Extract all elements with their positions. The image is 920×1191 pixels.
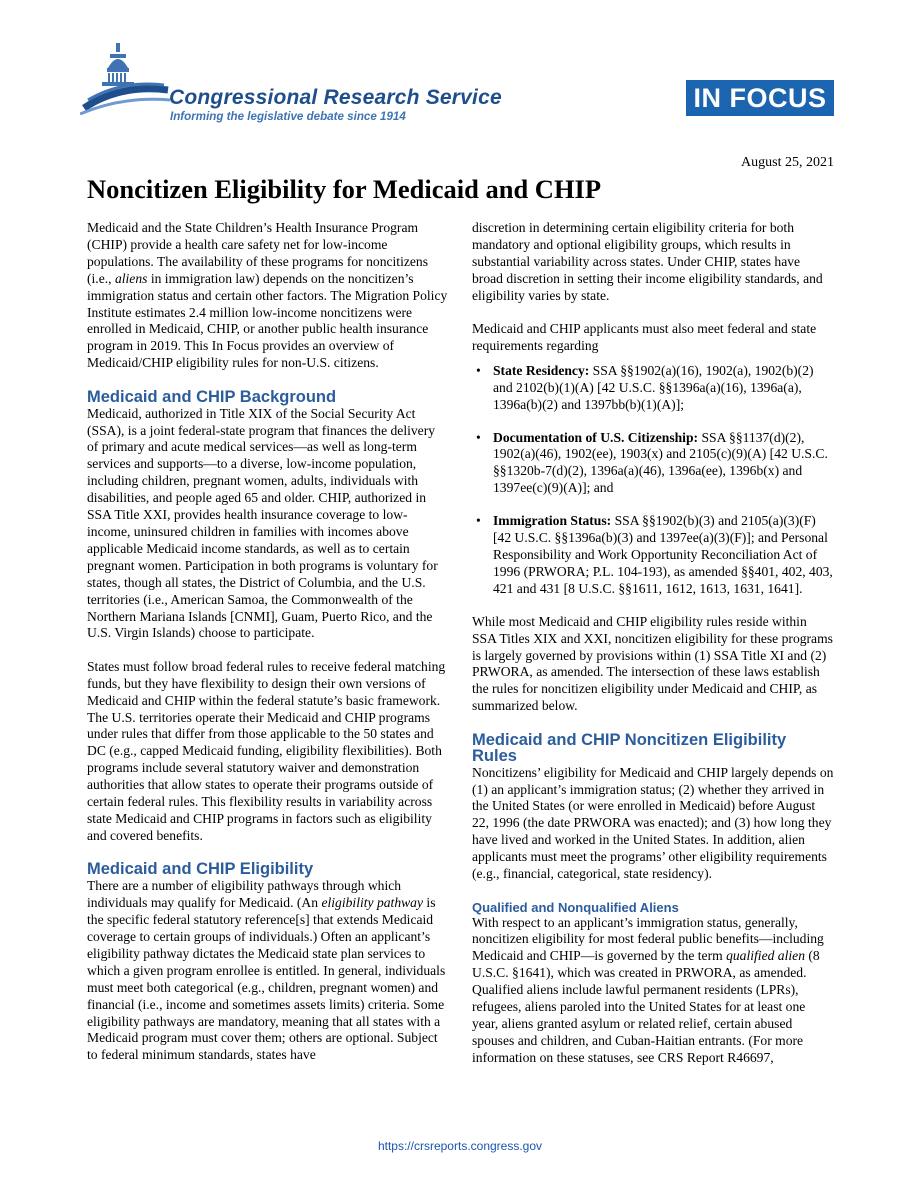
eligibility-text-2: is the specific federal statutory reference[s] that extends Medicaid coverage to certain groups of individuals.) Often an applicant’s eligibility pathway dictates the Medicaid state plan services to which a given program enrollee is entitled. In general, individuals must meet both categorical (e.g., children, pregnant women) and financial (i.e., income and sometimes assets limits) criteria. Some eligibility pathways are mandatory, meaning that all states with a Medicaid program must cover them; others are optional. Subject to federal minimum standards, states have	[87, 895, 446, 1063]
footer-link[interactable]: https://crsreports.congress.gov	[377, 1139, 543, 1153]
requirement-label: Documentation of U.S. Citizenship:	[493, 429, 699, 445]
requirement-text: SSA §§1137(d)(2), 1902(a)(46), 1902(ee), 1903(x) and 2105(c)(9)(A) [42 U.S.C. §§1320b-7(d)(2), 1396a(a)(46), 1396a(ee), 1396b(x) and 1397ee(c)(9)(A)]; and	[493, 429, 828, 496]
background-paragraph-2: States must follow broad federal rules to receive federal matching funds, but they have flexibility to design their own versions of Medicaid and CHIP within the federal statute’s basic framework. The U.S. territories operate their Medicaid and CHIP programs under rules that differ from those applicable to the 50 states and DC (e.g., capped Medicaid funding, eligibility flexibilities). Both programs include several statutory waiver and demonstration authorities that allow states to operate their programs outside of certain federal rules. This flexibility results in variability across state Medicaid and CHIP programs in factors such as eligibility and covered benefits.	[87, 658, 446, 843]
qualified-heading: Qualified and Nonqualified Aliens	[472, 899, 679, 915]
capitol-dome-icon	[80, 40, 170, 115]
requirements-intro: Medicaid and CHIP applicants must also meet federal and state requirements regarding	[472, 321, 817, 353]
right-column	[472, 220, 834, 1083]
intro-paragraph	[87, 220, 449, 372]
qualified-paragraph	[472, 915, 834, 1067]
requirement-label: State Residency:	[493, 362, 590, 378]
organization-name: Congressional Research Service	[169, 86, 502, 109]
eligibility-emphasis: eligibility pathway	[321, 895, 424, 911]
publication-date: August 25, 2021	[741, 155, 834, 170]
intro-text-1: Medicaid and the State Children’s Health Insurance Program (CHIP) provide a health care safety net for low-income populations. The availability of these programs for noncitizens (i.e.,	[87, 220, 429, 286]
organization-tagline: Informing the legislative debate since 1914	[170, 110, 406, 123]
eligibility-heading: Medicaid and CHIP Eligibility	[87, 860, 314, 879]
rules-paragraph: Noncitizens’ eligibility for Medicaid and CHIP largely depends on (1) an applicant’s immigration status; (2) whether they arrived in the United States (or were enrolled in Medicaid) before August 22, 1996 (the date PRWORA was enacted); and (3) how long they have lived and worked in the United States. In addition, alien applicants must meet the programs’ other eligibility requirements (e.g., financial, categorical, state residency).	[472, 764, 834, 882]
requirement-item	[472, 363, 834, 414]
requirement-label: Immigration Status:	[493, 513, 612, 529]
in-focus-badge: IN FOCUS	[686, 80, 834, 116]
intro-emphasis: aliens	[114, 270, 148, 286]
qualified-text-2: (8 U.S.C. §1641), which was created in PRWORA, as amended. Qualified aliens include lawful permanent residents (LPRs), refugees, aliens paroled into the United States for at least one year, aliens granted asylum or related relief, certain abused spouses and children, and Cuban-Haitian entrants. (For more information on these statuses, see CRS Report R46697,	[472, 948, 820, 1065]
eligibility-paragraph	[87, 878, 449, 1064]
requirement-text: SSA §§1902(b)(3) and 2105(a)(3)(F) [42 U.S.C. §§1396a(b)(3) and 1397ee(a)(3)(F)]; and Personal Responsibility and Work Opportunity Reconciliation Act of 1996 (PRWORA; P.L. 104-193), as amended §§401, 402, 403, 421 and 431 [8 U.S.C. §§1611, 1612, 1613, 1631, 1641].	[493, 513, 833, 596]
intro-text-2: in immigration law) depends on the noncitizen’s immigration status and certain other factors. The Migration Policy Institute estimates 2.4 million low-income noncitizens were enrolled in Medicaid, CHIP, or another public health insurance program in 2019. This In Focus provides an overview of Medicaid/CHIP eligibility rules for non-U.S. citizens.	[87, 270, 448, 371]
qualified-text-1: With respect to an applicant’s immigration status, generally, noncitizen eligibility for most federal public benefits—including Medicaid and CHIP—is governed by the term	[472, 914, 824, 964]
titles-paragraph: While most Medicaid and CHIP eligibility rules reside within SSA Titles XIX and XXI, noncitizen eligibility for these programs is largely governed by provisions within (1) SSA Title XI and (2) PRWORA, as amended. The intersection of these laws establish the rules for noncitizen eligibility under Medicaid and CHIP, as summarized below.	[472, 613, 833, 714]
background-paragraph-1: Medicaid, authorized in Title XIX of the Social Security Act (SSA), is a joint federal-state program that finances the delivery of primary and acute medical services—as well as long-term services and supports—to a diverse, low-income population, including children, pregnant women, adults, individuals with disabilities, and people aged 65 and older. CHIP, authorized in SSA Title XXI, provides health insurance coverage to low-income, uninsured children in families with incomes above applicable Medicaid income standards, as well as to certain pregnant women. Participation in both programs is voluntary for states, though all states, the District of Columbia, and the U.S. territories (i.e., American Samoa, the Commonwealth of the Northern Mariana Islands [CNMI], Guam, Puerto Rico, and the U.S. Virgin Islands) choose to participate.	[87, 405, 438, 641]
requirement-item	[472, 513, 834, 598]
requirement-text: SSA §§1902(a)(16), 1902(a), 1902(b)(2) and 2102(b)(1)(A) [42 U.S.C. §§1396a(a)(16), 1396a(a), 1396a(b)(2) and 1397bb(b)(1)(A)];	[493, 362, 814, 412]
continuation-paragraph: discretion in determining certain eligibility criteria for both mandatory and optional eligibility groups, which results in substantial variability across states. Under CHIP, states have broad discretion in setting their income eligibility standards, and eligibility varies by state.	[472, 220, 823, 303]
requirements-list	[472, 363, 834, 598]
eligibility-text-1: There are a number of eligibility pathways through which individuals may qualify for Medicaid. (An	[87, 878, 402, 911]
background-heading: Medicaid and CHIP Background	[87, 387, 337, 406]
page-title: Noncitizen Eligibility for Medicaid and CHIP	[87, 174, 602, 204]
requirement-item	[472, 430, 834, 498]
qualified-emphasis: qualified alien	[726, 948, 805, 964]
rules-heading: Medicaid and CHIP Noncitizen Eligibility Rules	[472, 730, 787, 765]
page-header	[0, 0, 920, 150]
left-column	[87, 220, 449, 1081]
